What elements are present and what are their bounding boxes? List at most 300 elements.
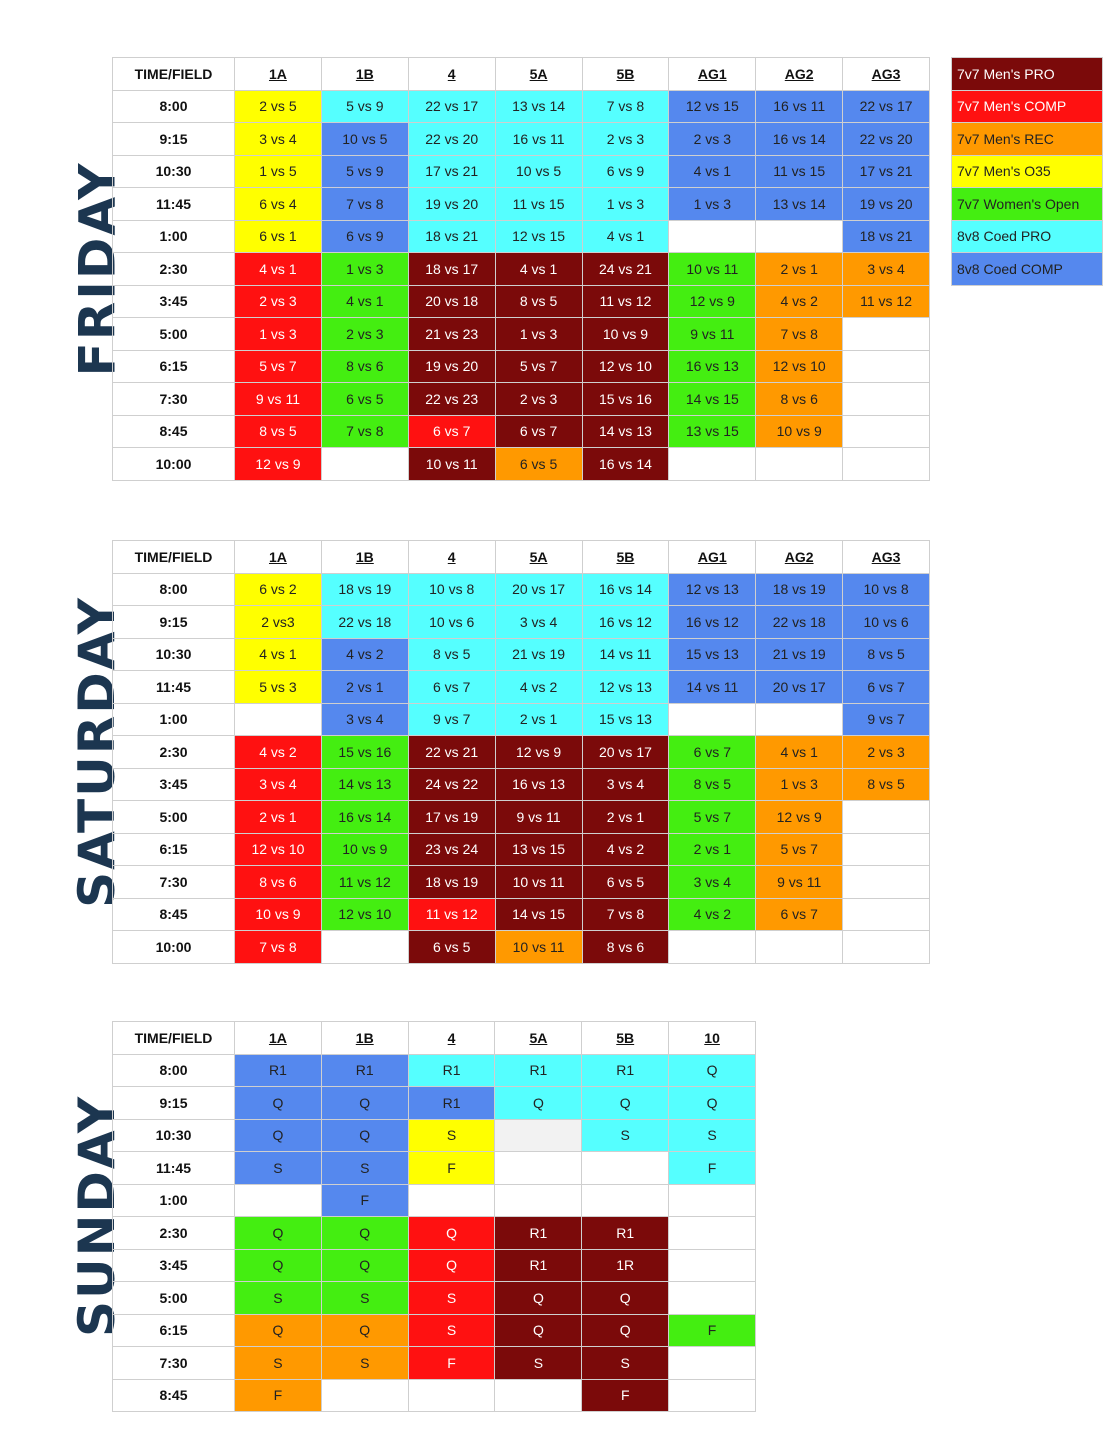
table-row bbox=[113, 1152, 756, 1185]
game-cell: 12 vs 13 bbox=[669, 573, 756, 606]
game-cell bbox=[843, 866, 930, 899]
game-cell: 17 vs 21 bbox=[408, 155, 495, 188]
field-header: AG3 bbox=[843, 541, 930, 574]
game-cell: 6 vs 7 bbox=[408, 671, 495, 704]
game-cell: 20 vs 17 bbox=[756, 671, 843, 704]
game-cell: 1 vs 3 bbox=[582, 188, 669, 221]
table-row bbox=[113, 931, 930, 964]
game-cell: 18 vs 19 bbox=[408, 866, 495, 899]
game-cell: 8 vs 5 bbox=[235, 415, 322, 448]
game-cell: 6 vs 9 bbox=[582, 155, 669, 188]
game-cell: 12 vs 15 bbox=[669, 90, 756, 123]
game-cell bbox=[669, 931, 756, 964]
game-cell: 2 vs 3 bbox=[669, 123, 756, 156]
game-cell: 3 vs 4 bbox=[843, 253, 930, 286]
field-header: 4 bbox=[408, 1022, 495, 1055]
game-cell: 16 vs 12 bbox=[582, 606, 669, 639]
schedule-table-sunday bbox=[112, 1021, 756, 1412]
time-slot: 9:15 bbox=[113, 1087, 235, 1120]
time-slot: 6:15 bbox=[113, 833, 235, 866]
table-row bbox=[113, 1314, 756, 1347]
game-cell bbox=[843, 415, 930, 448]
game-cell: 20 vs 17 bbox=[582, 736, 669, 769]
table-row bbox=[113, 736, 930, 769]
game-cell: Q bbox=[669, 1087, 756, 1120]
game-cell: S bbox=[321, 1152, 408, 1185]
game-cell: 4 vs 1 bbox=[495, 253, 582, 286]
game-cell: S bbox=[582, 1119, 669, 1152]
game-cell: 16 vs 14 bbox=[582, 448, 669, 481]
game-cell: 6 vs 5 bbox=[408, 931, 495, 964]
game-cell: F bbox=[235, 1379, 322, 1412]
time-slot: 2:30 bbox=[113, 253, 235, 286]
game-cell: 5 vs 7 bbox=[756, 833, 843, 866]
game-cell: 2 vs 3 bbox=[843, 736, 930, 769]
time-slot: 5:00 bbox=[113, 801, 235, 834]
time-slot: 3:45 bbox=[113, 1249, 235, 1282]
table-row bbox=[113, 1054, 756, 1087]
game-cell: 4 vs 1 bbox=[235, 638, 322, 671]
game-cell: S bbox=[235, 1282, 322, 1315]
header-row bbox=[113, 541, 930, 574]
field-header: 1B bbox=[321, 58, 408, 91]
game-cell bbox=[669, 1184, 756, 1217]
game-cell: S bbox=[408, 1314, 495, 1347]
game-cell: Q bbox=[321, 1217, 408, 1250]
game-cell bbox=[582, 1184, 669, 1217]
table-row bbox=[113, 1119, 756, 1152]
game-cell: 1 vs 3 bbox=[669, 188, 756, 221]
game-cell: 10 vs 9 bbox=[235, 898, 322, 931]
field-header: 5A bbox=[495, 58, 582, 91]
game-cell: 2 vs 1 bbox=[756, 253, 843, 286]
game-cell bbox=[843, 350, 930, 383]
game-cell: 3 vs 4 bbox=[321, 703, 408, 736]
legend-label: 8v8 Coed COMP bbox=[952, 253, 1103, 286]
game-cell: 8 vs 6 bbox=[756, 383, 843, 416]
game-cell: S bbox=[235, 1152, 322, 1185]
game-cell: S bbox=[408, 1282, 495, 1315]
header-row bbox=[113, 1022, 756, 1055]
game-cell: 2 vs 1 bbox=[321, 671, 408, 704]
game-cell: 20 vs 18 bbox=[408, 285, 495, 318]
table-row bbox=[113, 253, 930, 286]
time-slot: 10:30 bbox=[113, 1119, 235, 1152]
time-slot: 6:15 bbox=[113, 350, 235, 383]
game-cell: 16 vs 14 bbox=[582, 573, 669, 606]
legend-item bbox=[952, 253, 1103, 286]
game-cell: Q bbox=[582, 1314, 669, 1347]
time-slot: 11:45 bbox=[113, 671, 235, 704]
game-cell: 8 vs 6 bbox=[582, 931, 669, 964]
game-cell: R1 bbox=[495, 1217, 582, 1250]
game-cell bbox=[495, 1152, 582, 1185]
game-cell: Q bbox=[495, 1282, 582, 1315]
time-slot: 11:45 bbox=[113, 1152, 235, 1185]
game-cell: 1 vs 3 bbox=[495, 318, 582, 351]
game-cell: 24 vs 22 bbox=[408, 768, 495, 801]
game-cell: 6 vs 4 bbox=[235, 188, 322, 221]
game-cell: 12 vs 13 bbox=[582, 671, 669, 704]
game-cell: 22 vs 17 bbox=[408, 90, 495, 123]
game-cell: 1 vs 5 bbox=[235, 155, 322, 188]
legend-item bbox=[952, 155, 1103, 188]
time-slot: 6:15 bbox=[113, 1314, 235, 1347]
table-row bbox=[113, 350, 930, 383]
game-cell: 9 vs 11 bbox=[235, 383, 322, 416]
game-cell: 9 vs 11 bbox=[495, 801, 582, 834]
game-cell: 4 vs 1 bbox=[321, 285, 408, 318]
game-cell: 12 vs 15 bbox=[495, 220, 582, 253]
game-cell: 10 vs 5 bbox=[321, 123, 408, 156]
table-row bbox=[113, 671, 930, 704]
table-row bbox=[113, 801, 930, 834]
game-cell: 22 vs 21 bbox=[408, 736, 495, 769]
field-header: 4 bbox=[408, 58, 495, 91]
table-row bbox=[113, 123, 930, 156]
game-cell: 2 vs 3 bbox=[582, 123, 669, 156]
game-cell: 4 vs 2 bbox=[582, 833, 669, 866]
game-cell: 14 vs 13 bbox=[582, 415, 669, 448]
game-cell: 12 vs 10 bbox=[321, 898, 408, 931]
table-row bbox=[113, 448, 930, 481]
table-row bbox=[113, 638, 930, 671]
game-cell: 12 vs 9 bbox=[756, 801, 843, 834]
game-cell: R1 bbox=[495, 1249, 582, 1282]
game-cell: 15 vs 13 bbox=[669, 638, 756, 671]
game-cell: 20 vs 17 bbox=[495, 573, 582, 606]
game-cell: 2 vs 1 bbox=[669, 833, 756, 866]
game-cell: 16 vs 11 bbox=[495, 123, 582, 156]
legend-item bbox=[952, 220, 1103, 253]
game-cell bbox=[843, 833, 930, 866]
game-cell: F bbox=[408, 1152, 495, 1185]
field-header: 1A bbox=[235, 541, 322, 574]
game-cell: 24 vs 21 bbox=[582, 253, 669, 286]
table-row bbox=[113, 573, 930, 606]
game-cell: 14 vs 15 bbox=[669, 383, 756, 416]
game-cell bbox=[843, 931, 930, 964]
table-row bbox=[113, 898, 930, 931]
legend-item bbox=[952, 188, 1103, 221]
game-cell: 2 vs 1 bbox=[582, 801, 669, 834]
game-cell: 6 vs 1 bbox=[235, 220, 322, 253]
game-cell: R1 bbox=[582, 1054, 669, 1087]
game-cell bbox=[756, 703, 843, 736]
game-cell: Q bbox=[495, 1314, 582, 1347]
game-cell: 19 vs 20 bbox=[408, 350, 495, 383]
table-row bbox=[113, 1087, 756, 1120]
time-slot: 1:00 bbox=[113, 703, 235, 736]
game-cell: 3 vs 4 bbox=[669, 866, 756, 899]
time-slot: 7:30 bbox=[113, 383, 235, 416]
game-cell: 18 vs 17 bbox=[408, 253, 495, 286]
game-cell: 7 vs 8 bbox=[321, 188, 408, 221]
table-row bbox=[113, 220, 930, 253]
game-cell: 10 vs 9 bbox=[582, 318, 669, 351]
game-cell: 13 vs 15 bbox=[669, 415, 756, 448]
game-cell: Q bbox=[321, 1119, 408, 1152]
game-cell: 10 vs 9 bbox=[756, 415, 843, 448]
game-cell: 18 vs 21 bbox=[843, 220, 930, 253]
game-cell: 6 vs 5 bbox=[495, 448, 582, 481]
field-header: 5A bbox=[495, 1022, 582, 1055]
game-cell: Q bbox=[408, 1217, 495, 1250]
game-cell: 2 vs 3 bbox=[235, 285, 322, 318]
game-cell bbox=[756, 931, 843, 964]
game-cell: 15 vs 13 bbox=[582, 703, 669, 736]
game-cell: 12 vs 10 bbox=[756, 350, 843, 383]
field-header: 1B bbox=[321, 541, 408, 574]
table-row bbox=[113, 1347, 756, 1380]
game-cell: 10 vs 9 bbox=[321, 833, 408, 866]
game-cell: 19 vs 20 bbox=[843, 188, 930, 221]
table-row bbox=[113, 415, 930, 448]
game-cell: 21 vs 19 bbox=[756, 638, 843, 671]
field-header: 1B bbox=[321, 1022, 408, 1055]
game-cell: S bbox=[669, 1119, 756, 1152]
game-cell: 8 vs 5 bbox=[495, 285, 582, 318]
game-cell: 18 vs 21 bbox=[408, 220, 495, 253]
game-cell: 14 vs 11 bbox=[582, 638, 669, 671]
game-cell: 11 vs 12 bbox=[582, 285, 669, 318]
game-cell: 12 vs 10 bbox=[582, 350, 669, 383]
game-cell: 8 vs 6 bbox=[235, 866, 322, 899]
table-row bbox=[113, 606, 930, 639]
field-header: AG2 bbox=[756, 541, 843, 574]
game-cell: 4 vs 2 bbox=[756, 285, 843, 318]
game-cell: 4 vs 2 bbox=[321, 638, 408, 671]
game-cell bbox=[669, 1347, 756, 1380]
time-slot: 8:00 bbox=[113, 573, 235, 606]
game-cell: 6 vs 7 bbox=[756, 898, 843, 931]
game-cell: 13 vs 14 bbox=[756, 188, 843, 221]
time-slot: 5:00 bbox=[113, 1282, 235, 1315]
game-cell: 19 vs 20 bbox=[408, 188, 495, 221]
game-cell: 8 vs 5 bbox=[669, 768, 756, 801]
field-header: 4 bbox=[408, 541, 495, 574]
game-cell: 16 vs 14 bbox=[321, 801, 408, 834]
game-cell: Q bbox=[582, 1087, 669, 1120]
table-row bbox=[113, 285, 930, 318]
table-row bbox=[113, 90, 930, 123]
game-cell: 10 vs 11 bbox=[495, 866, 582, 899]
game-cell: 12 vs 10 bbox=[235, 833, 322, 866]
game-cell bbox=[408, 1184, 495, 1217]
time-slot: 7:30 bbox=[113, 866, 235, 899]
legend-item bbox=[952, 123, 1103, 156]
field-header: 5B bbox=[582, 1022, 669, 1055]
time-slot: 8:00 bbox=[113, 90, 235, 123]
game-cell: 4 vs 2 bbox=[235, 736, 322, 769]
game-cell: S bbox=[321, 1282, 408, 1315]
field-header: 5B bbox=[582, 541, 669, 574]
game-cell: 22 vs 23 bbox=[408, 383, 495, 416]
game-cell: 9 vs 11 bbox=[669, 318, 756, 351]
game-cell bbox=[669, 1379, 756, 1412]
schedule-table-saturday bbox=[112, 540, 930, 964]
game-cell: Q bbox=[669, 1054, 756, 1087]
game-cell: Q bbox=[582, 1282, 669, 1315]
time-slot: 5:00 bbox=[113, 318, 235, 351]
game-cell: 21 vs 19 bbox=[495, 638, 582, 671]
game-cell: Q bbox=[321, 1314, 408, 1347]
game-cell: 2 vs 5 bbox=[235, 90, 322, 123]
game-cell: 10 vs 6 bbox=[408, 606, 495, 639]
game-cell: S bbox=[235, 1347, 322, 1380]
game-cell: 10 vs 5 bbox=[495, 155, 582, 188]
game-cell: 6 vs 7 bbox=[408, 415, 495, 448]
game-cell bbox=[843, 801, 930, 834]
game-cell: 3 vs 4 bbox=[495, 606, 582, 639]
table-row bbox=[113, 1379, 756, 1412]
game-cell: 10 vs 11 bbox=[669, 253, 756, 286]
game-cell: 6 vs 7 bbox=[843, 671, 930, 704]
game-cell: 8 vs 5 bbox=[408, 638, 495, 671]
game-cell: 10 vs 11 bbox=[495, 931, 582, 964]
game-cell: 13 vs 14 bbox=[495, 90, 582, 123]
day-label-saturday: SATURDAY bbox=[68, 596, 126, 908]
game-cell: R1 bbox=[408, 1087, 495, 1120]
game-cell: 16 vs 13 bbox=[669, 350, 756, 383]
game-cell: F bbox=[321, 1184, 408, 1217]
game-cell: 22 vs 18 bbox=[756, 606, 843, 639]
game-cell: 16 vs 12 bbox=[669, 606, 756, 639]
game-cell: 4 vs 1 bbox=[756, 736, 843, 769]
field-header: AG1 bbox=[669, 541, 756, 574]
time-slot: 10:30 bbox=[113, 638, 235, 671]
game-cell bbox=[408, 1379, 495, 1412]
game-cell: 5 vs 3 bbox=[235, 671, 322, 704]
field-header: 5A bbox=[495, 541, 582, 574]
game-cell: Q bbox=[495, 1087, 582, 1120]
legend-label: 7v7 Men's COMP bbox=[952, 90, 1103, 123]
game-cell: 6 vs 7 bbox=[495, 415, 582, 448]
field-header: 5B bbox=[582, 58, 669, 91]
field-header: AG2 bbox=[756, 58, 843, 91]
game-cell bbox=[756, 220, 843, 253]
game-cell bbox=[321, 1379, 408, 1412]
legend-item bbox=[952, 90, 1103, 123]
day-label-sunday: SUNDAY bbox=[68, 1094, 127, 1338]
game-cell: 16 vs 13 bbox=[495, 768, 582, 801]
game-cell: 5 vs 7 bbox=[235, 350, 322, 383]
header-row bbox=[113, 58, 930, 91]
game-cell bbox=[669, 1282, 756, 1315]
game-cell: Q bbox=[408, 1249, 495, 1282]
legend-label: 7v7 Men's O35 bbox=[952, 155, 1103, 188]
game-cell: 2 vs3 bbox=[235, 606, 322, 639]
game-cell bbox=[495, 1379, 582, 1412]
game-cell: 4 vs 1 bbox=[582, 220, 669, 253]
game-cell: Q bbox=[235, 1249, 322, 1282]
table-row bbox=[113, 1249, 756, 1282]
table-row bbox=[113, 188, 930, 221]
time-slot: 2:30 bbox=[113, 1217, 235, 1250]
time-slot: 1:00 bbox=[113, 1184, 235, 1217]
game-cell: 7 vs 8 bbox=[235, 931, 322, 964]
game-cell: 22 vs 20 bbox=[843, 123, 930, 156]
game-cell: S bbox=[408, 1119, 495, 1152]
game-cell: 1 vs 3 bbox=[235, 318, 322, 351]
game-cell: R1 bbox=[495, 1054, 582, 1087]
field-header: 1A bbox=[235, 1022, 322, 1055]
game-cell: 2 vs 3 bbox=[495, 383, 582, 416]
time-slot: 2:30 bbox=[113, 736, 235, 769]
game-cell: 6 vs 7 bbox=[669, 736, 756, 769]
game-cell: 1 vs 3 bbox=[756, 768, 843, 801]
game-cell: 18 vs 19 bbox=[321, 573, 408, 606]
game-cell: 2 vs 1 bbox=[495, 703, 582, 736]
game-cell: 5 vs 7 bbox=[669, 801, 756, 834]
game-cell: 13 vs 15 bbox=[495, 833, 582, 866]
game-cell bbox=[843, 898, 930, 931]
table-row bbox=[113, 1282, 756, 1315]
game-cell: 5 vs 9 bbox=[321, 90, 408, 123]
game-cell: R1 bbox=[321, 1054, 408, 1087]
game-cell: 2 vs 1 bbox=[235, 801, 322, 834]
game-cell: 11 vs 12 bbox=[321, 866, 408, 899]
legend-label: 7v7 Women's Open bbox=[952, 188, 1103, 221]
game-cell: 22 vs 20 bbox=[408, 123, 495, 156]
game-cell: 10 vs 8 bbox=[408, 573, 495, 606]
game-cell: S bbox=[582, 1347, 669, 1380]
time-slot: 1:00 bbox=[113, 220, 235, 253]
game-cell: 22 vs 18 bbox=[321, 606, 408, 639]
game-cell: 17 vs 21 bbox=[843, 155, 930, 188]
game-cell: 12 vs 9 bbox=[235, 448, 322, 481]
schedule-table-friday bbox=[112, 57, 930, 481]
time-slot: 10:00 bbox=[113, 931, 235, 964]
game-cell: F bbox=[669, 1314, 756, 1347]
game-cell: 16 vs 11 bbox=[756, 90, 843, 123]
game-cell: Q bbox=[321, 1249, 408, 1282]
time-slot: 10:00 bbox=[113, 448, 235, 481]
time-slot: 7:30 bbox=[113, 1347, 235, 1380]
table-row bbox=[113, 155, 930, 188]
game-cell: 9 vs 11 bbox=[756, 866, 843, 899]
game-cell bbox=[321, 448, 408, 481]
game-cell: 5 vs 7 bbox=[495, 350, 582, 383]
game-cell: 8 vs 6 bbox=[321, 350, 408, 383]
game-cell: 14 vs 11 bbox=[669, 671, 756, 704]
game-cell: R1 bbox=[408, 1054, 495, 1087]
game-cell: R1 bbox=[235, 1054, 322, 1087]
game-cell: F bbox=[669, 1152, 756, 1185]
game-cell: 14 vs 15 bbox=[495, 898, 582, 931]
game-cell: Q bbox=[235, 1217, 322, 1250]
game-cell: 11 vs 12 bbox=[408, 898, 495, 931]
game-cell: 6 vs 9 bbox=[321, 220, 408, 253]
game-cell: 15 vs 16 bbox=[582, 383, 669, 416]
day-label-friday: FRIDAY bbox=[68, 161, 127, 377]
game-cell: 11 vs 15 bbox=[756, 155, 843, 188]
time-slot: 8:00 bbox=[113, 1054, 235, 1087]
game-cell: Q bbox=[235, 1087, 322, 1120]
game-cell: 4 vs 1 bbox=[235, 253, 322, 286]
game-cell: 14 vs 13 bbox=[321, 768, 408, 801]
field-header: AG3 bbox=[843, 58, 930, 91]
game-cell: 4 vs 2 bbox=[495, 671, 582, 704]
game-cell bbox=[756, 448, 843, 481]
game-cell bbox=[669, 220, 756, 253]
game-cell: 6 vs 5 bbox=[582, 866, 669, 899]
time-slot: 10:30 bbox=[113, 155, 235, 188]
game-cell: 3 vs 4 bbox=[235, 123, 322, 156]
game-cell bbox=[235, 1184, 322, 1217]
time-slot: 8:45 bbox=[113, 1379, 235, 1412]
legend-label: 7v7 Men's PRO bbox=[952, 58, 1103, 91]
